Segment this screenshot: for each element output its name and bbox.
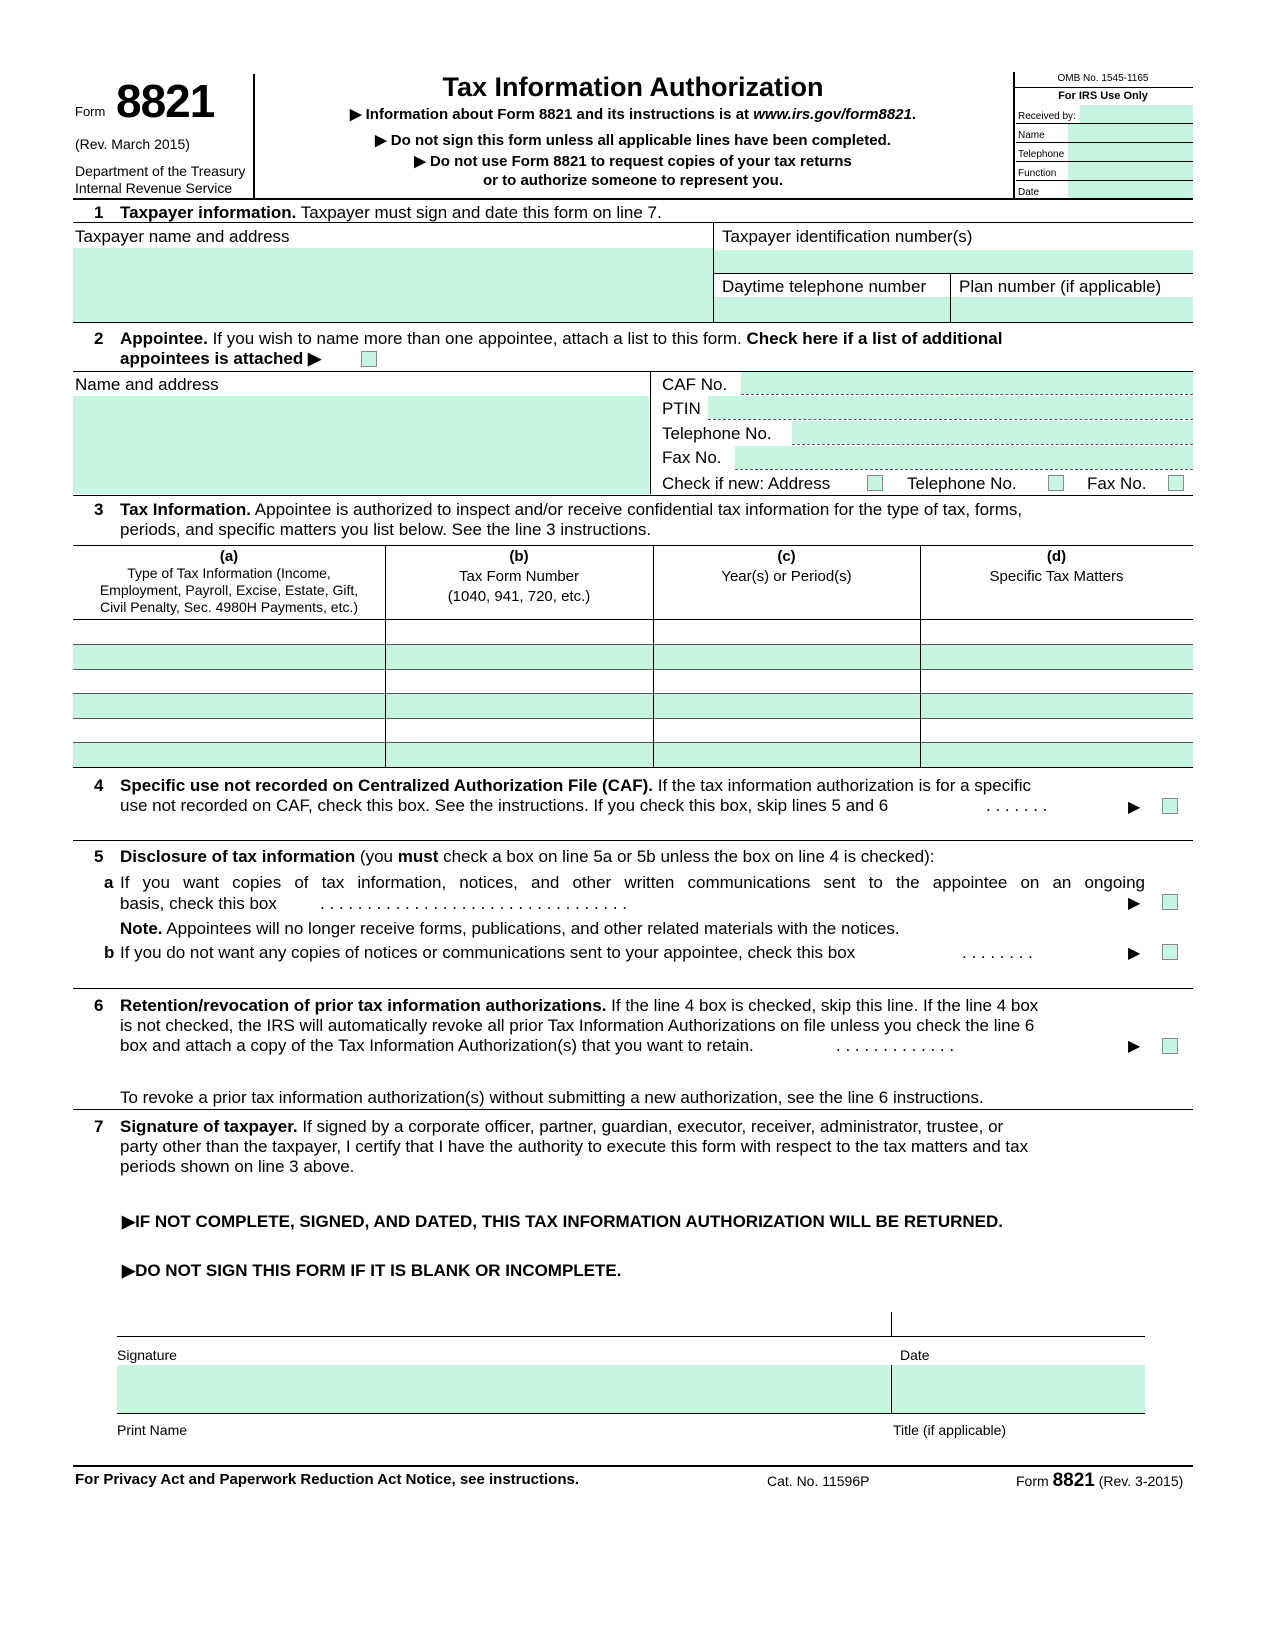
line-7-text-3: periods shown on line 3 above. — [120, 1157, 355, 1176]
form-number: 8821 — [116, 75, 215, 127]
column-divider — [920, 545, 921, 767]
signature-date-divider — [891, 1312, 892, 1336]
appointee-name-label: Name and address — [75, 375, 219, 394]
line-5b-dots: . . . . . . . . — [962, 943, 1033, 962]
info-suffix: . — [911, 106, 917, 123]
line-6-bottom-rule — [73, 1109, 1193, 1110]
line-3-title: Tax Information. — [120, 500, 251, 519]
tin-label: Taxpayer identification number(s) — [722, 227, 973, 246]
telephone-label: Telephone — [1018, 149, 1065, 160]
irs-name-field[interactable] — [1068, 124, 1193, 142]
taxpayer-name-field[interactable] — [73, 248, 713, 322]
line-6-arrow-icon: ▶ — [1128, 1038, 1141, 1055]
warning-represent: or to authorize someone to represent you. — [482, 172, 784, 189]
footer-form-number: 8821 — [1052, 1470, 1095, 1491]
line-3-heading — [120, 500, 1022, 520]
line-7-title: Signature of taxpayer. — [120, 1117, 298, 1136]
line-5a-arrow-icon: ▶ — [1128, 895, 1141, 912]
caf-underline — [741, 394, 1193, 395]
line-4-checkbox[interactable] — [1162, 798, 1178, 814]
line-7-text-2: party other than the taxpayer, I certify that I have the authority to execute this form with respect to the tax matters and tax — [120, 1137, 1029, 1156]
column-d-line-1: Specific Tax Matters — [989, 568, 1124, 585]
signature-label: Signature — [117, 1347, 177, 1363]
line-4-arrow-icon: ▶ — [1128, 799, 1141, 816]
info-url[interactable]: www.irs.gov/form8821 — [753, 106, 912, 123]
line-3-text-2: periods, and specific matters you list below. See the line 3 instructions. — [120, 520, 652, 539]
line-5-must: must — [397, 847, 439, 866]
signature-line — [117, 1336, 1145, 1337]
line-1-rule — [73, 222, 1193, 223]
line-6-revoke-note: To revoke a prior tax information authorization(s) without submitting a new authorization, see the line 6 instructions. — [120, 1088, 984, 1107]
column-d-header — [920, 548, 1193, 585]
warning-sign: ▶ Do not sign this form unless all applicable lines have been completed. — [375, 132, 891, 149]
received-by-field[interactable] — [1080, 105, 1193, 123]
line-7-text: If signed by a corporate officer, partner, guardian, executor, receiver, administrator, trustee, or — [297, 1117, 1004, 1136]
line-5-heading — [120, 847, 935, 867]
print-name-line — [117, 1413, 1145, 1414]
line-1-bottom-rule — [73, 322, 1193, 323]
fax-no-label: Fax No. — [662, 448, 722, 467]
line-5a-checkbox[interactable] — [1162, 894, 1178, 910]
header-rule — [73, 198, 1193, 200]
line-6-text-2: is not checked, the IRS will automatically revoke all prior Tax Information Authorizations on file unless you check the line 6 — [120, 1016, 1035, 1035]
function-label: Function — [1018, 168, 1057, 179]
column-b-line-2: (1040, 941, 720, etc.) — [447, 588, 591, 605]
table-row[interactable] — [73, 620, 1193, 645]
line-2-text: If you wish to name more than one appointee, attach a list to this form. — [207, 329, 747, 348]
table-top-rule — [73, 545, 1193, 546]
check-new-telephone-label: Telephone No. — [907, 474, 1017, 493]
plan-label: Plan number (if applicable) — [959, 277, 1162, 296]
line-1-number: 1 — [94, 203, 104, 222]
footer-form-id — [1016, 1470, 1183, 1492]
line-3-number: 3 — [94, 500, 104, 519]
line-5-bottom-rule — [73, 988, 1193, 989]
column-b-header — [385, 548, 653, 605]
taxpayer-name-label: Taxpayer name and address — [75, 227, 290, 246]
irs-date-field[interactable] — [1068, 181, 1193, 199]
line-4-heading — [120, 776, 1031, 796]
line-4-bottom-rule — [73, 840, 1193, 841]
table-row[interactable] — [73, 743, 1193, 767]
column-d-letter: (d) — [1046, 548, 1067, 565]
phone-field[interactable] — [714, 297, 950, 322]
check-new-address-label: Check if new: Address — [662, 474, 831, 493]
line-4-title: Specific use not recorded on Centralized Authorization File (CAF). — [120, 776, 654, 795]
column-c-letter: (c) — [777, 548, 796, 565]
plan-field[interactable] — [951, 297, 1193, 322]
ptin-field[interactable] — [708, 396, 1193, 419]
line-6-heading — [120, 996, 1038, 1016]
line-5-text-pre: (you — [355, 847, 398, 866]
info-prefix: ▶ Information about Form 8821 and its instructions is at — [349, 106, 754, 123]
caf-label: CAF No. — [662, 375, 728, 394]
line-5a-dots: . . . . . . . . . . . . . . . . . . . . . . . . . . . . . . . . . — [320, 894, 628, 913]
line-2-number: 2 — [94, 329, 104, 348]
line-6-text-3: box and attach a copy of the Tax Information Authorization(s) that you want to retain. — [120, 1036, 754, 1055]
telephone-underline — [792, 444, 1193, 445]
column-c-line-1: Year(s) or Period(s) — [721, 568, 852, 585]
telephone-no-label: Telephone No. — [662, 424, 772, 443]
line-6-text: If the line 4 box is checked, skip this line. If the line 4 box — [606, 996, 1039, 1015]
column-a-line-3: Civil Penalty, Sec. 4980H Payments, etc.) — [99, 599, 359, 615]
line-4-dots: . . . . . . . — [986, 796, 1048, 815]
info-line — [253, 105, 1013, 123]
agency: Internal Revenue Service — [75, 180, 233, 196]
appointee-name-field[interactable] — [73, 396, 649, 494]
print-name-label: Print Name — [117, 1422, 188, 1438]
new-fax-checkbox[interactable] — [1168, 475, 1184, 491]
ptin-underline — [708, 419, 1193, 420]
footer-rule — [73, 1465, 1193, 1467]
table-row[interactable] — [73, 669, 1193, 694]
caf-field[interactable] — [741, 372, 1193, 394]
row-rule — [73, 693, 1193, 694]
received-by-label: Received by: — [1018, 111, 1076, 122]
additional-appointees-checkbox[interactable] — [361, 351, 377, 367]
column-a-header — [73, 548, 385, 616]
irs-box-rule — [1013, 87, 1193, 88]
line-6-dots: . . . . . . . . . . . . . — [836, 1036, 955, 1055]
line-3-text: Appointee is authorized to inspect and/or receive confidential tax information for the type of tax, forms, — [250, 500, 1023, 519]
new-address-checkbox[interactable] — [867, 475, 883, 491]
row-rule — [73, 644, 1193, 645]
line-5b-label: b — [104, 943, 115, 962]
new-telephone-checkbox[interactable] — [1048, 475, 1064, 491]
tin-field[interactable] — [714, 250, 1193, 274]
line-5b-checkbox[interactable] — [1162, 944, 1178, 960]
form-word: Form — [75, 104, 106, 119]
line-4-number: 4 — [94, 776, 104, 795]
column-a-line-1: Type of Tax Information (Income, — [127, 565, 331, 581]
line-5a-label: a — [104, 873, 114, 892]
line-4-text-2: use not recorded on CAF, check this box. See the instructions. If you check this box, skip lines 5 and 6 — [120, 796, 889, 815]
line-2-divider — [650, 371, 651, 494]
line-2-check-text-2: appointees is attached ▶ — [120, 349, 322, 368]
line-7-number: 7 — [94, 1117, 104, 1136]
table-row[interactable] — [73, 718, 1193, 743]
column-divider — [385, 545, 386, 767]
line-2-title: Appointee. — [120, 329, 208, 348]
warning-copies: ▶ Do not use Form 8821 to request copies of your tax returns — [414, 153, 852, 170]
catalog-number: Cat. No. 11596P — [767, 1473, 870, 1489]
line-5b-arrow-icon: ▶ — [1128, 945, 1141, 962]
line-4-text: If the tax information authorization is for a specific — [653, 776, 1031, 795]
line-1-title: Taxpayer information. — [120, 203, 297, 222]
date-label: Date — [1018, 187, 1040, 198]
telephone-no-field[interactable] — [792, 421, 1193, 444]
print-name-field[interactable] — [117, 1365, 890, 1413]
table-bottom-rule — [73, 767, 1193, 768]
table-row[interactable] — [73, 694, 1193, 718]
line-5b-text: If you do not want any copies of notices or communications sent to your appointee, check this box — [120, 943, 856, 962]
line-5-number: 5 — [94, 847, 104, 866]
footer-form-rev: (Rev. 3-2015) — [1094, 1473, 1184, 1489]
omb-number: OMB No. 1545-1165 — [1057, 73, 1149, 84]
line-1-text: Taxpayer must sign and date this form on line 7. — [296, 203, 662, 222]
column-c-header — [653, 548, 920, 585]
line-7-warning-returned: ▶IF NOT COMPLETE, SIGNED, AND DATED, THIS TAX INFORMATION AUTHORIZATION WILL BE RETURNED. — [122, 1212, 1003, 1231]
irs-telephone-field[interactable] — [1068, 143, 1193, 161]
line-5-text-post: check a box on line 5a or 5b unless the box on line 4 is checked): — [438, 847, 935, 866]
column-a-letter: (a) — [219, 548, 239, 565]
ptin-label: PTIN — [662, 399, 701, 418]
row-rule — [73, 669, 1193, 670]
column-a-line-2: Employment, Payroll, Excise, Estate, Gift, — [99, 582, 359, 598]
title-label: Title (if applicable) — [893, 1422, 1007, 1438]
irs-function-field[interactable] — [1068, 162, 1193, 180]
line-2-heading — [120, 329, 1002, 349]
line-2-check-text: Check here if a list of additional — [746, 329, 1003, 348]
line-5a-text: If you want copies of tax information, notices, and other written communications sent to the appointee on an ongoing — [120, 873, 1145, 892]
row-rule — [73, 718, 1193, 719]
column-b-letter: (b) — [509, 548, 529, 565]
line-1-heading — [120, 203, 662, 223]
name-label: Name — [1018, 130, 1045, 141]
fax-underline — [735, 469, 1193, 470]
line-7-heading — [120, 1117, 1003, 1137]
column-b-line-1: Tax Form Number — [458, 568, 580, 585]
department: Department of the Treasury — [75, 163, 246, 179]
form-title: Tax Information Authorization — [442, 72, 824, 102]
line-5-note-label: Note. — [120, 919, 163, 938]
date-label: Date — [900, 1347, 930, 1363]
form-revision: (Rev. March 2015) — [75, 136, 190, 152]
irs-use-fields — [1016, 105, 1193, 200]
privacy-notice: For Privacy Act and Paperwork Reduction Act Notice, see instructions. — [75, 1471, 580, 1488]
line-6-number: 6 — [94, 996, 104, 1015]
table-row[interactable] — [73, 645, 1193, 669]
fax-no-field[interactable] — [735, 446, 1193, 469]
row-rule — [73, 742, 1193, 743]
line-5-note — [120, 919, 900, 939]
title-field[interactable] — [892, 1365, 1145, 1413]
line-5-title: Disclosure of tax information — [120, 847, 356, 866]
check-new-fax-label: Fax No. — [1087, 474, 1147, 493]
line-5a-text-2: basis, check this box — [120, 894, 277, 913]
line-5-note-text: Appointees will no longer receive forms, publications, and other related materials with the notices. — [162, 919, 900, 938]
column-divider — [653, 545, 654, 767]
irs-use-label: For IRS Use Only — [1058, 90, 1148, 102]
line-6-checkbox[interactable] — [1162, 1038, 1178, 1054]
footer-form-word: Form — [1016, 1473, 1053, 1489]
phone-label: Daytime telephone number — [722, 277, 927, 296]
line-6-title: Retention/revocation of prior tax information authorizations. — [120, 996, 607, 1015]
line-7-warning-blank: ▶DO NOT SIGN THIS FORM IF IT IS BLANK OR INCOMPLETE. — [122, 1261, 622, 1280]
line-2-bottom-rule — [73, 495, 1193, 496]
